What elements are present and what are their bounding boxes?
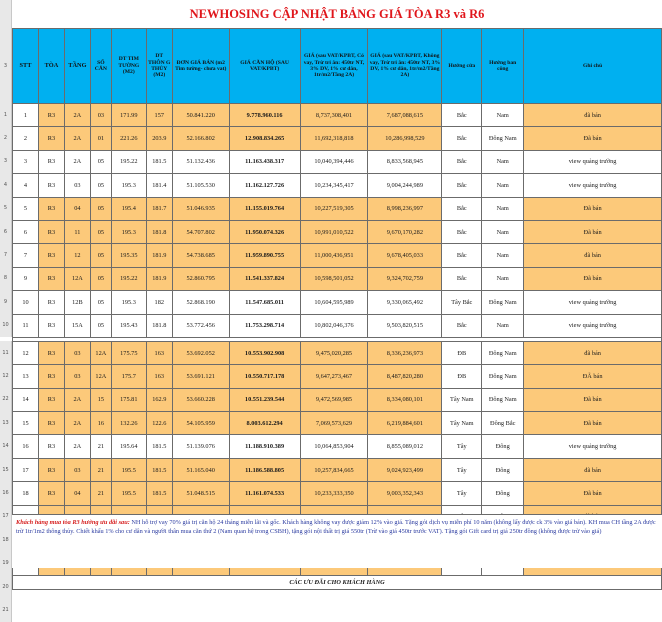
header-so-can: SỐ CĂN bbox=[90, 29, 111, 104]
cell-dt-thong-thuy[interactable]: 181.7 bbox=[146, 197, 172, 220]
cell-toa[interactable]: R3 bbox=[38, 150, 64, 173]
header-gia-khong-vay: GIÁ (sau VAT/KPBT, Không vay, Trừ tri ân: 450tr NT, 3% DV, 1% cư dân, 1tr/m2/Tầng 2A) bbox=[368, 29, 442, 104]
cell-gia-co-vay[interactable]: 9,475,020,285 bbox=[300, 341, 368, 364]
cell-toa[interactable]: R3 bbox=[38, 220, 64, 243]
cell-gia-can-ho[interactable]: 10.550.717.178 bbox=[229, 365, 300, 388]
cell-dt-thong-thuy[interactable]: 181.9 bbox=[146, 244, 172, 267]
cell-dt-thong-thuy[interactable]: 181.5 bbox=[146, 150, 172, 173]
cell-toa[interactable]: R3 bbox=[38, 244, 64, 267]
cell-toa[interactable]: R3 bbox=[38, 388, 64, 411]
cell-gia-co-vay[interactable]: 10,604,595,989 bbox=[300, 291, 368, 314]
cell-don-gia[interactable]: 53.772.456 bbox=[172, 314, 229, 337]
cell-huong-cua[interactable]: Tây bbox=[442, 458, 482, 481]
cell-stt[interactable]: 7 bbox=[13, 244, 39, 267]
header-dt-tim-tuong: DT TIM TƯỜNG (M2) bbox=[111, 29, 146, 104]
cell-stt[interactable]: 15 bbox=[13, 412, 39, 435]
row-header: 18 bbox=[0, 528, 12, 551]
cell-so-can[interactable]: 05 bbox=[90, 244, 111, 267]
cell-stt[interactable]: 3 bbox=[13, 150, 39, 173]
row-header: 12 bbox=[0, 364, 12, 387]
cell-gia-co-vay[interactable]: 9,472,569,985 bbox=[300, 388, 368, 411]
cell-tang[interactable]: 03 bbox=[64, 458, 90, 481]
cell-gia-khong-vay[interactable]: 6,219,884,601 bbox=[368, 412, 442, 435]
cell-dt-tim-tuong[interactable]: 195.5 bbox=[111, 458, 146, 481]
row-header: 10 bbox=[0, 314, 12, 337]
cell-so-can[interactable]: 05 bbox=[90, 174, 111, 197]
cell-huong-cua[interactable]: Bắc bbox=[442, 150, 482, 173]
cell-so-can[interactable]: 05 bbox=[90, 150, 111, 173]
cell-toa[interactable]: R3 bbox=[38, 291, 64, 314]
cell-tang[interactable]: 2A bbox=[64, 435, 90, 458]
cell-huong-cua[interactable]: ĐB bbox=[442, 365, 482, 388]
table-row bbox=[13, 314, 662, 337]
cell-dt-tim-tuong[interactable]: 195.5 bbox=[111, 482, 146, 505]
row-header: 14 bbox=[0, 435, 12, 458]
row-header: 3 bbox=[0, 150, 12, 173]
cell-gia-khong-vay[interactable]: 9,004,244,989 bbox=[368, 174, 442, 197]
cell-gia-khong-vay[interactable]: 9,670,170,282 bbox=[368, 220, 442, 243]
row-header: 1 bbox=[0, 103, 12, 126]
cell-gia-khong-vay[interactable]: 9,324,702,759 bbox=[368, 267, 442, 290]
cell-gia-khong-vay[interactable]: 9,678,405,033 bbox=[368, 244, 442, 267]
cell-toa[interactable]: R3 bbox=[38, 267, 64, 290]
cell-toa[interactable]: R3 bbox=[38, 314, 64, 337]
cell-so-can[interactable]: 12A bbox=[90, 341, 111, 364]
cell-gia-can-ho[interactable]: 11.161.074.533 bbox=[229, 482, 300, 505]
cell-huong-cua[interactable]: Tây bbox=[442, 435, 482, 458]
cell-huong-ban-cong[interactable]: Nam bbox=[482, 150, 524, 173]
row-header: 4 bbox=[0, 173, 12, 196]
cell-dt-tim-tuong[interactable]: 195.22 bbox=[111, 267, 146, 290]
row-header: 6 bbox=[0, 220, 12, 243]
table-row bbox=[13, 150, 662, 173]
cell-don-gia[interactable]: 52.860.795 bbox=[172, 267, 229, 290]
cell-tang[interactable]: 03 bbox=[64, 341, 90, 364]
cell-ghi-chu[interactable]: view quảng trường bbox=[524, 150, 662, 173]
row-header: 9 bbox=[0, 290, 12, 313]
cell-huong-ban-cong[interactable]: Đông bbox=[482, 482, 524, 505]
table-row bbox=[13, 267, 662, 290]
cell-stt[interactable]: 13 bbox=[13, 365, 39, 388]
cell-stt[interactable]: 10 bbox=[13, 291, 39, 314]
cell-dt-tim-tuong[interactable]: 175.7 bbox=[111, 365, 146, 388]
cell-huong-ban-cong[interactable]: Đông Nam bbox=[482, 341, 524, 364]
cell-dt-tim-tuong[interactable]: 195.64 bbox=[111, 435, 146, 458]
cell-gia-can-ho[interactable]: 11.155.019.764 bbox=[229, 197, 300, 220]
cell-so-can[interactable]: 01 bbox=[90, 127, 111, 150]
cell-toa[interactable]: R3 bbox=[38, 435, 64, 458]
cell-tang[interactable]: 03 bbox=[64, 174, 90, 197]
cell-so-can[interactable]: 21 bbox=[90, 435, 111, 458]
cell-dt-thong-thuy[interactable]: 181.5 bbox=[146, 458, 172, 481]
cell-gia-khong-vay[interactable]: 8,855,089,012 bbox=[368, 435, 442, 458]
cell-gia-co-vay[interactable]: 10,227,519,305 bbox=[300, 197, 368, 220]
header-huong-ban-cong: Hướng ban công bbox=[482, 29, 524, 104]
cell-don-gia[interactable]: 54.105.959 bbox=[172, 412, 229, 435]
row-header bbox=[0, 0, 12, 28]
cell-gia-co-vay[interactable]: 10,040,394,446 bbox=[300, 150, 368, 173]
cell-dt-thong-thuy[interactable]: 203.9 bbox=[146, 127, 172, 150]
table-row bbox=[13, 220, 662, 243]
header-gia-can-ho: GIÁ CĂN HỘ (SAU VAT/KPBT) bbox=[229, 29, 300, 104]
cell-gia-can-ho[interactable]: 10.553.902.908 bbox=[229, 341, 300, 364]
cell-dt-tim-tuong[interactable]: 195.3 bbox=[111, 174, 146, 197]
cell-gia-khong-vay[interactable]: 8,487,820,280 bbox=[368, 365, 442, 388]
cell-huong-cua[interactable]: Bắc bbox=[442, 267, 482, 290]
header-toa: TÒA bbox=[38, 29, 64, 104]
price-table bbox=[12, 28, 662, 590]
cell-gia-khong-vay[interactable]: 8,336,236,973 bbox=[368, 341, 442, 364]
cell-gia-khong-vay[interactable]: 9,003,352,343 bbox=[368, 482, 442, 505]
cell-huong-ban-cong[interactable]: Nam bbox=[482, 267, 524, 290]
cell-huong-cua[interactable]: Tây bbox=[442, 482, 482, 505]
cell-gia-can-ho[interactable]: 11.547.685.011 bbox=[229, 291, 300, 314]
notes-text: NH hỗ trợ vay 70% giá trị căn hộ 24 tháng miễn lãi và gốc. Khách hàng không vay được giảm 12% vào giá. Tặng gói dịch vụ miễn phí 10 năm (không lấy được ck 3% vào giá bán). KH mua CH tầng 2A được trừ 1tr/1m2 thông thủy. Chiết khấu 1% cho cư dân và người thân mua căn thứ 2 (Nam quan hệ trong CSBH), tặng gói nội thất trị giá 550tr (Trừ vào giá 450tr trước VAT). Tặng gói Gift card trị giá 250tr đồng (không được trừ vào giá) bbox=[16, 519, 656, 536]
cell-ghi-chu[interactable]: Đã bán bbox=[524, 267, 662, 290]
cell-don-gia[interactable]: 53.692.052 bbox=[172, 341, 229, 364]
table-row bbox=[13, 388, 662, 411]
cell-huong-cua[interactable]: Bắc bbox=[442, 127, 482, 150]
cell-huong-ban-cong[interactable]: Đông Bắc bbox=[482, 412, 524, 435]
cell-toa[interactable]: R3 bbox=[38, 482, 64, 505]
cell-dt-thong-thuy[interactable]: 122.6 bbox=[146, 412, 172, 435]
row-header: 20 bbox=[0, 575, 12, 598]
cell-gia-khong-vay[interactable]: 9,024,923,499 bbox=[368, 458, 442, 481]
header-dt-thong-thuy: DT THÔN G THỦY (M2) bbox=[146, 29, 172, 104]
cell-ghi-chu[interactable]: ĐÃ bán bbox=[524, 365, 662, 388]
table-row bbox=[13, 174, 662, 197]
cell-dt-tim-tuong[interactable]: 132.26 bbox=[111, 412, 146, 435]
cell-so-can[interactable]: 03 bbox=[90, 104, 111, 127]
row-header: 2 bbox=[0, 126, 12, 149]
cell-ghi-chu[interactable]: đã bán bbox=[524, 341, 662, 364]
cell-tang[interactable]: 12B bbox=[64, 291, 90, 314]
cell-dt-tim-tuong[interactable]: 175.81 bbox=[111, 388, 146, 411]
cell-huong-ban-cong[interactable]: Đông bbox=[482, 435, 524, 458]
cell-dt-tim-tuong[interactable]: 175.75 bbox=[111, 341, 146, 364]
cell-huong-ban-cong[interactable]: Nam bbox=[482, 197, 524, 220]
cell-toa[interactable]: R3 bbox=[38, 127, 64, 150]
notes-lead: Khách hàng mua tòa R3 hưởng ưu đãi sau: bbox=[16, 519, 130, 526]
cell-gia-khong-vay[interactable]: 8,334,080,101 bbox=[368, 388, 442, 411]
cell-tang[interactable]: 12 bbox=[64, 244, 90, 267]
cell-don-gia[interactable]: 51.105.530 bbox=[172, 174, 229, 197]
cell-gia-co-vay[interactable]: 10,234,345,417 bbox=[300, 174, 368, 197]
cell-gia-can-ho[interactable]: 12.908.834.265 bbox=[229, 127, 300, 150]
table-row bbox=[13, 244, 662, 267]
cell-gia-khong-vay[interactable]: 8,998,236,997 bbox=[368, 197, 442, 220]
table-row bbox=[13, 341, 662, 364]
cell-huong-cua[interactable]: ĐB bbox=[442, 341, 482, 364]
cell-tang[interactable]: 2A bbox=[64, 412, 90, 435]
cell-toa[interactable]: R3 bbox=[38, 412, 64, 435]
cell-ghi-chu[interactable]: Đã bán bbox=[524, 482, 662, 505]
cell-gia-khong-vay[interactable]: 9,503,820,515 bbox=[368, 314, 442, 337]
cell-toa[interactable]: R3 bbox=[38, 365, 64, 388]
cell-don-gia[interactable]: 51.139.076 bbox=[172, 435, 229, 458]
cell-gia-can-ho[interactable]: 11.188.910.389 bbox=[229, 435, 300, 458]
cell-ghi-chu[interactable]: view quảng trường bbox=[524, 314, 662, 337]
table-row bbox=[13, 291, 662, 314]
cell-huong-ban-cong[interactable]: Nam bbox=[482, 174, 524, 197]
cell-tang[interactable]: 03 bbox=[64, 365, 90, 388]
cell-don-gia[interactable]: 53.691.121 bbox=[172, 365, 229, 388]
cell-gia-can-ho[interactable]: 11.950.074.326 bbox=[229, 220, 300, 243]
row-header: 17 bbox=[0, 505, 12, 528]
cell-gia-co-vay[interactable]: 7,069,573,629 bbox=[300, 412, 368, 435]
row-header: 3 bbox=[0, 28, 12, 103]
cell-ghi-chu[interactable]: Đã bán bbox=[524, 412, 662, 435]
promo-row bbox=[13, 575, 662, 589]
cell-gia-can-ho[interactable]: 10.551.239.544 bbox=[229, 388, 300, 411]
cell-tang[interactable]: 15A bbox=[64, 314, 90, 337]
cell-gia-khong-vay[interactable]: 10,286,998,529 bbox=[368, 127, 442, 150]
header-don-gia: ĐƠN GIÁ BÁN (m2 Tim tường- chưa vat) bbox=[172, 29, 229, 104]
cell-don-gia[interactable]: 54.707.802 bbox=[172, 220, 229, 243]
cell-tang[interactable]: 04 bbox=[64, 197, 90, 220]
header-gia-co-vay: GIÁ (sau VAT/KPBT, Có vay, Trừ tri ân: 450tr NT, 3% DV, 1% cư dân, 1tr/m2/Tầng 2A) bbox=[300, 29, 368, 104]
cell-dt-tim-tuong[interactable]: 195.4 bbox=[111, 197, 146, 220]
cell-gia-co-vay[interactable]: 11,692,318,818 bbox=[300, 127, 368, 150]
cell-so-can[interactable]: 05 bbox=[90, 220, 111, 243]
cell-dt-tim-tuong[interactable]: 195.3 bbox=[111, 291, 146, 314]
cell-so-can[interactable]: 15 bbox=[90, 388, 111, 411]
cell-huong-ban-cong[interactable]: Nam bbox=[482, 104, 524, 127]
cell-dt-thong-thuy[interactable]: 157 bbox=[146, 104, 172, 127]
header-row bbox=[13, 29, 662, 104]
header-huong-cua: Hướng cửa bbox=[442, 29, 482, 104]
table-row bbox=[13, 458, 662, 481]
cell-huong-ban-cong[interactable]: Đông bbox=[482, 458, 524, 481]
cell-gia-khong-vay[interactable]: 8,833,568,945 bbox=[368, 150, 442, 173]
cell-huong-cua[interactable]: Bắc bbox=[442, 197, 482, 220]
cell-gia-can-ho[interactable]: 9.778.960.116 bbox=[229, 104, 300, 127]
table-row bbox=[13, 435, 662, 458]
cell-huong-cua[interactable]: Tây Bắc bbox=[442, 291, 482, 314]
cell-gia-co-vay[interactable]: 8,737,308,401 bbox=[300, 104, 368, 127]
cell-ghi-chu[interactable]: view quảng trường bbox=[524, 291, 662, 314]
cell-gia-can-ho[interactable]: 8.003.612.294 bbox=[229, 412, 300, 435]
cell-gia-can-ho[interactable]: 11.163.438.317 bbox=[229, 150, 300, 173]
cell-tang[interactable]: 04 bbox=[64, 482, 90, 505]
cell-ghi-chu[interactable]: đã bán bbox=[524, 244, 662, 267]
table-row bbox=[13, 412, 662, 435]
cell-stt[interactable]: 9 bbox=[13, 267, 39, 290]
cell-gia-can-ho[interactable]: 11.753.298.714 bbox=[229, 314, 300, 337]
cell-so-can[interactable]: 05 bbox=[90, 267, 111, 290]
cell-toa[interactable]: R3 bbox=[38, 197, 64, 220]
promo-label: CÁC ƯU ĐÃI CHO KHÁCH HÀNG bbox=[13, 575, 662, 589]
table-row bbox=[13, 482, 662, 505]
cell-gia-can-ho[interactable]: 11.186.588.805 bbox=[229, 458, 300, 481]
cell-gia-co-vay[interactable]: 9,647,273,467 bbox=[300, 365, 368, 388]
header-ghi-chu: Ghi chú bbox=[524, 29, 662, 104]
cell-dt-thong-thuy[interactable]: 181.5 bbox=[146, 482, 172, 505]
cell-huong-cua[interactable]: Tây Nam bbox=[442, 412, 482, 435]
cell-tang[interactable]: 11 bbox=[64, 220, 90, 243]
cell-gia-khong-vay[interactable]: 7,687,088,615 bbox=[368, 104, 442, 127]
cell-huong-ban-cong[interactable]: Đông Nam bbox=[482, 365, 524, 388]
cell-stt[interactable]: 12 bbox=[13, 341, 39, 364]
cell-stt[interactable]: 18 bbox=[13, 482, 39, 505]
cell-don-gia[interactable]: 53.660.228 bbox=[172, 388, 229, 411]
row-header: 7 bbox=[0, 243, 12, 266]
table-row bbox=[13, 365, 662, 388]
cell-ghi-chu[interactable]: view quảng trường bbox=[524, 435, 662, 458]
cell-toa[interactable]: R3 bbox=[38, 458, 64, 481]
cell-gia-can-ho[interactable]: 11.162.127.726 bbox=[229, 174, 300, 197]
cell-huong-ban-cong[interactable]: Nam bbox=[482, 220, 524, 243]
cell-don-gia[interactable]: 51.132.436 bbox=[172, 150, 229, 173]
row-header: 5 bbox=[0, 197, 12, 220]
cell-toa[interactable]: R3 bbox=[38, 341, 64, 364]
cell-dt-thong-thuy[interactable]: 162.9 bbox=[146, 388, 172, 411]
cell-so-can[interactable]: 05 bbox=[90, 197, 111, 220]
cell-huong-cua[interactable]: Bắc bbox=[442, 174, 482, 197]
header-tang: TẦNG bbox=[64, 29, 90, 104]
header-stt: STT bbox=[13, 29, 39, 104]
cell-dt-thong-thuy[interactable]: 181.4 bbox=[146, 174, 172, 197]
cell-don-gia[interactable]: 50.841.220 bbox=[172, 104, 229, 127]
cell-tang[interactable]: 2A bbox=[64, 104, 90, 127]
cell-huong-cua[interactable]: Bắc bbox=[442, 220, 482, 243]
cell-so-can[interactable]: 16 bbox=[90, 412, 111, 435]
cell-dt-thong-thuy[interactable]: 181.8 bbox=[146, 220, 172, 243]
table-row bbox=[13, 127, 662, 150]
cell-ghi-chu[interactable]: view quảng trường bbox=[524, 174, 662, 197]
cell-dt-tim-tuong[interactable]: 195.3 bbox=[111, 220, 146, 243]
cell-tang[interactable]: 2A bbox=[64, 388, 90, 411]
cell-dt-thong-thuy[interactable]: 163 bbox=[146, 341, 172, 364]
row-header: 13 bbox=[0, 411, 12, 434]
cell-gia-co-vay[interactable]: 10,257,834,665 bbox=[300, 458, 368, 481]
cell-don-gia[interactable]: 54.738.685 bbox=[172, 244, 229, 267]
cell-stt[interactable]: 4 bbox=[13, 174, 39, 197]
promotion-notes bbox=[12, 514, 662, 568]
cell-stt[interactable]: 2 bbox=[13, 127, 39, 150]
cell-ghi-chu[interactable]: Đã bán bbox=[524, 220, 662, 243]
cell-dt-tim-tuong[interactable]: 195.43 bbox=[111, 314, 146, 337]
cell-toa[interactable]: R3 bbox=[38, 104, 64, 127]
cell-huong-cua[interactable]: Bắc bbox=[442, 244, 482, 267]
cell-don-gia[interactable]: 52.868.190 bbox=[172, 291, 229, 314]
cell-gia-can-ho[interactable]: 11.541.337.824 bbox=[229, 267, 300, 290]
cell-gia-co-vay[interactable]: 10,598,501,052 bbox=[300, 267, 368, 290]
cell-huong-ban-cong[interactable]: Đông Nam bbox=[482, 388, 524, 411]
cell-tang[interactable]: 2A bbox=[64, 127, 90, 150]
row-header: 19 bbox=[0, 552, 12, 575]
cell-huong-ban-cong[interactable]: Đông Nam bbox=[482, 127, 524, 150]
cell-gia-can-ho[interactable]: 11.959.890.755 bbox=[229, 244, 300, 267]
cell-ghi-chu[interactable]: Đã bán bbox=[524, 197, 662, 220]
cell-huong-ban-cong[interactable]: Nam bbox=[482, 244, 524, 267]
cell-dt-tim-tuong[interactable]: 195.22 bbox=[111, 150, 146, 173]
cell-huong-cua[interactable]: Tây Nam bbox=[442, 388, 482, 411]
table-row bbox=[13, 197, 662, 220]
row-header: 16 bbox=[0, 481, 12, 504]
cell-ghi-chu[interactable]: Đã bán bbox=[524, 127, 662, 150]
cell-so-can[interactable]: 21 bbox=[90, 458, 111, 481]
row-header: 21 bbox=[0, 598, 12, 621]
cell-tang[interactable]: 12A bbox=[64, 267, 90, 290]
cell-dt-thong-thuy[interactable]: 181.8 bbox=[146, 314, 172, 337]
cell-gia-co-vay[interactable]: 11,000,436,951 bbox=[300, 244, 368, 267]
row-header: 22 bbox=[0, 388, 12, 411]
row-header: 15 bbox=[0, 458, 12, 481]
cell-dt-tim-tuong[interactable]: 171.99 bbox=[111, 104, 146, 127]
cell-stt[interactable]: 17 bbox=[13, 458, 39, 481]
cell-don-gia[interactable]: 51.165.040 bbox=[172, 458, 229, 481]
cell-dt-thong-thuy[interactable]: 163 bbox=[146, 365, 172, 388]
cell-ghi-chu[interactable]: Đã bán bbox=[524, 388, 662, 411]
cell-don-gia[interactable]: 51.046.935 bbox=[172, 197, 229, 220]
cell-huong-cua[interactable]: Bắc bbox=[442, 314, 482, 337]
cell-so-can[interactable]: 21 bbox=[90, 482, 111, 505]
cell-stt[interactable]: 14 bbox=[13, 388, 39, 411]
cell-stt[interactable]: 11 bbox=[13, 314, 39, 337]
cell-ghi-chu[interactable]: đã bán bbox=[524, 104, 662, 127]
cell-so-can[interactable]: 12A bbox=[90, 365, 111, 388]
table-row bbox=[13, 104, 662, 127]
cell-dt-tim-tuong[interactable]: 195.35 bbox=[111, 244, 146, 267]
cell-don-gia[interactable]: 52.166.802 bbox=[172, 127, 229, 150]
cell-gia-khong-vay[interactable]: 9,330,065,492 bbox=[368, 291, 442, 314]
cell-so-can[interactable]: 05 bbox=[90, 291, 111, 314]
cell-dt-thong-thuy[interactable]: 181.9 bbox=[146, 267, 172, 290]
cell-ghi-chu[interactable]: đã bán bbox=[524, 458, 662, 481]
cell-dt-tim-tuong[interactable]: 221.26 bbox=[111, 127, 146, 150]
cell-huong-cua[interactable]: Bắc bbox=[442, 104, 482, 127]
cell-gia-co-vay[interactable]: 10,802,046,376 bbox=[300, 314, 368, 337]
cell-toa[interactable]: R3 bbox=[38, 174, 64, 197]
cell-huong-ban-cong[interactable]: Đông Nam bbox=[482, 291, 524, 314]
row-header: 11 bbox=[0, 341, 12, 364]
cell-so-can[interactable]: 05 bbox=[90, 314, 111, 337]
cell-dt-thong-thuy[interactable]: 181.5 bbox=[146, 435, 172, 458]
cell-tang[interactable]: 2A bbox=[64, 150, 90, 173]
cell-don-gia[interactable]: 51.048.515 bbox=[172, 482, 229, 505]
sheet-title: NEWHOSING CẬP NHẬT BẢNG GIÁ TÒA R3 và R6 bbox=[189, 6, 485, 21]
cell-stt[interactable]: 5 bbox=[13, 197, 39, 220]
cell-stt[interactable]: 16 bbox=[13, 435, 39, 458]
cell-huong-ban-cong[interactable]: Nam bbox=[482, 314, 524, 337]
cell-stt[interactable]: 1 bbox=[13, 104, 39, 127]
cell-gia-co-vay[interactable]: 10,991,010,522 bbox=[300, 220, 368, 243]
cell-gia-co-vay[interactable]: 10,233,333,350 bbox=[300, 482, 368, 505]
cell-dt-thong-thuy[interactable]: 182 bbox=[146, 291, 172, 314]
row-header: 8 bbox=[0, 267, 12, 290]
cell-stt[interactable]: 6 bbox=[13, 220, 39, 243]
cell-gia-co-vay[interactable]: 10,064,853,904 bbox=[300, 435, 368, 458]
